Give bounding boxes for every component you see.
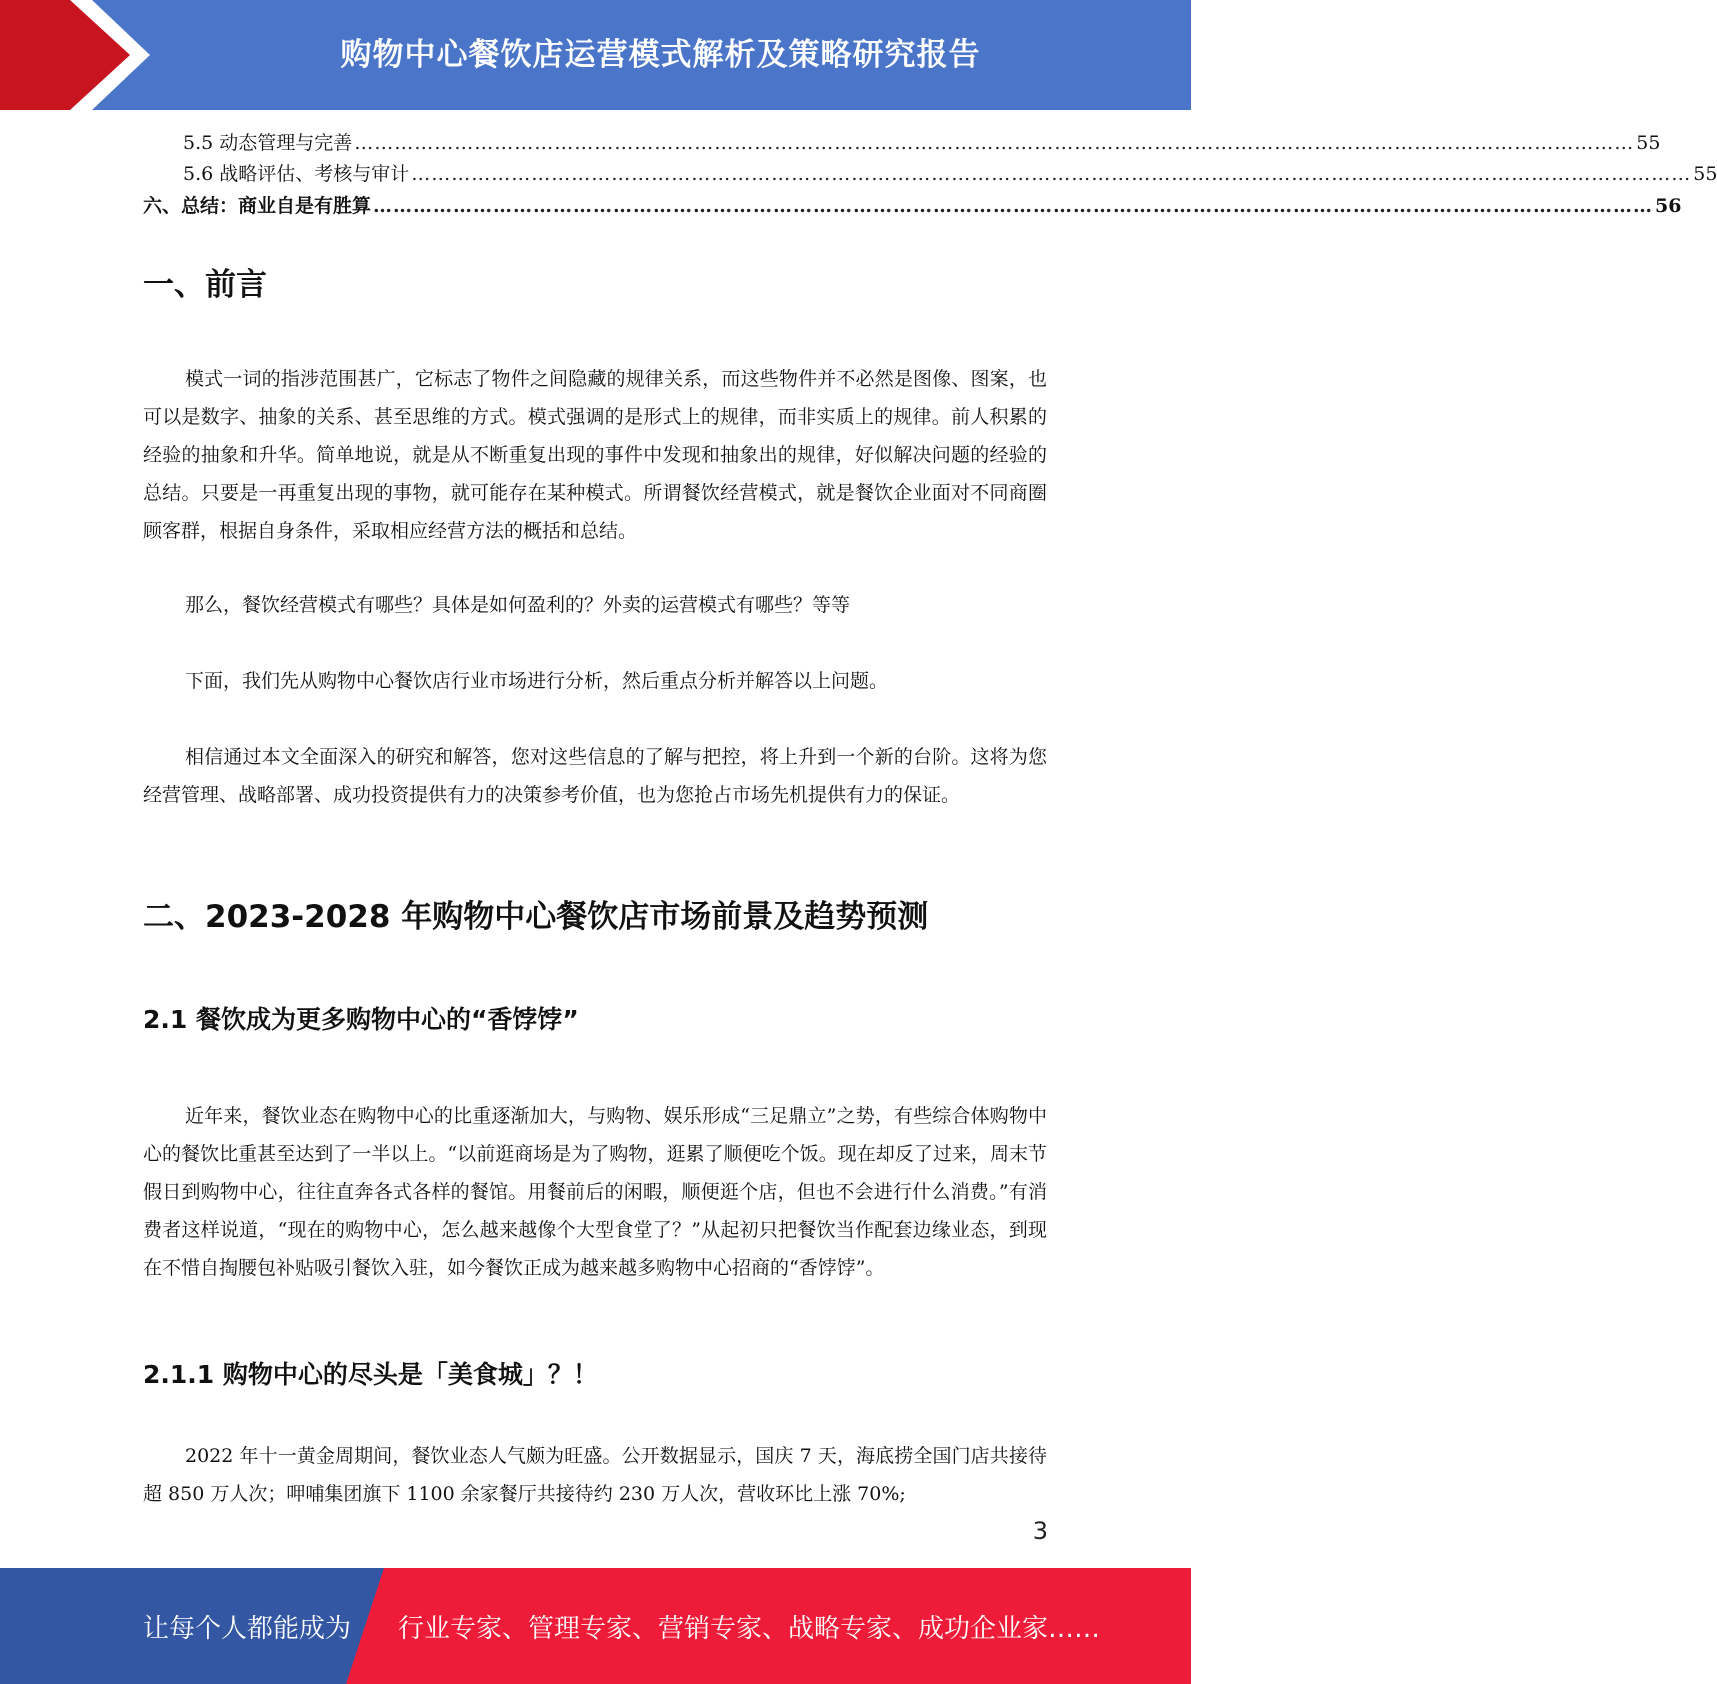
toc-entry[interactable] <box>143 191 1682 221</box>
footer-slogan-left: 让每个人都能成为 <box>143 1613 352 1644</box>
header-arrow-decoration <box>0 0 160 110</box>
page-header <box>0 0 1191 110</box>
toc-leader-dots: ………………………………………………………………………………………………………………………………………………………………………… <box>411 163 1692 185</box>
body-paragraph: 模式一词的指涉范围甚广，它标志了物件之间隐藏的规律关系，而这些物件并不必然是图像、图案，也可以是数字、抽象的关系、甚至思维的方式。模式强调的是形式上的规律，而非实质上的规律。前人积累的经验的抽象和升华。简单地说，就是从不断重复出现的事件中发现和抽象出的规律，好似解决问题的经验的总结。只要是一再重复出现的事物，就可能存在某种模式。所谓餐饮经营模式，就是餐饮企业面对不同商圈顾客群，根据自身条件，采取相应经营方法的概括和总结。 <box>143 368 1047 542</box>
body-paragraph: 2022 年十一黄金周期间，餐饮业态人气颇为旺盛。公开数据显示，国庆 7 天，海底捞全国门店共接待超 850 万人次；呷哺集团旗下 1100 余家餐厅共接待约 230 万人次，营收环比上涨 70%; <box>143 1445 1047 1505</box>
report-title: 购物中心餐饮店运营模式解析及策略研究报告 <box>340 36 981 73</box>
toc-entry-page: 55 <box>1693 163 1717 185</box>
section-heading: 二、2023-2028 年购物中心餐饮店市场前景及趋势预测 <box>143 899 929 935</box>
toc-entry-page: 56 <box>1655 195 1682 217</box>
toc-entry[interactable] <box>183 128 1661 158</box>
body-paragraph: 近年来，餐饮业态在购物中心的比重逐渐加大，与购物、娱乐形成“三足鼎立”之势，有些综合体购物中心的餐饮比重甚至达到了一半以上。“以前逛商场是为了购物，逛累了顺便吃个饭。现在却反了过来，周末节假日到购物中心，往往直奔各式各样的餐馆。用餐前后的闲暇，顺便逛个店，但也不会进行什么消费。”有消费者这样说道，“现在的购物中心，怎么越来越像个大型食堂了？”从起初只把餐饮当作配套边缘业态，到现在不惜自掏腰包补贴吸引餐饮入驻，如今餐饮正成为越来越多购物中心招商的“香饽饽”。 <box>143 1105 1047 1279</box>
toc-entry-label: 5.6 战略评估、考核与审计 <box>183 163 410 185</box>
section-heading: 一、前言 <box>143 267 267 303</box>
body-paragraph: 相信通过本文全面深入的研究和解答，您对这些信息的了解与把控，将上升到一个新的台阶。这将为您经营管理、战略部署、成功投资提供有力的决策参考价值，也为您抢占市场先机提供有力的保证。 <box>143 746 1047 806</box>
toc-entry-label: 六、总结：商业自是有胜算 <box>143 195 372 217</box>
footer-slogan-right: 行业专家、管理专家、营销专家、战略专家、成功企业家…… <box>398 1613 1101 1644</box>
body-paragraph: 下面，我们先从购物中心餐饮店行业市场进行分析，然后重点分析并解答以上问题。 <box>185 670 889 692</box>
page-footer <box>0 1568 1191 1684</box>
toc-entry-page: 55 <box>1636 132 1661 154</box>
page-number: 3 <box>1032 1517 1048 1545</box>
toc-leader-dots: ………………………………………………………………………………………………………………………………………………………………………… <box>354 132 1635 154</box>
body-paragraph: 那么，餐饮经营模式有哪些？具体是如何盈利的？外卖的运营模式有哪些？等等 <box>185 594 851 616</box>
toc-entry[interactable] <box>183 159 1717 189</box>
toc-leader-dots: ………………………………………………………………………………………………………………………………………………………………………… <box>373 195 1654 217</box>
toc-entry-label: 5.5 动态管理与完善 <box>183 132 353 154</box>
subsection-heading: 2.1 餐饮成为更多购物中心的“香饽饽” <box>143 1005 579 1034</box>
subsection-heading: 2.1.1 购物中心的尽头是「美食城」？！ <box>143 1360 598 1389</box>
